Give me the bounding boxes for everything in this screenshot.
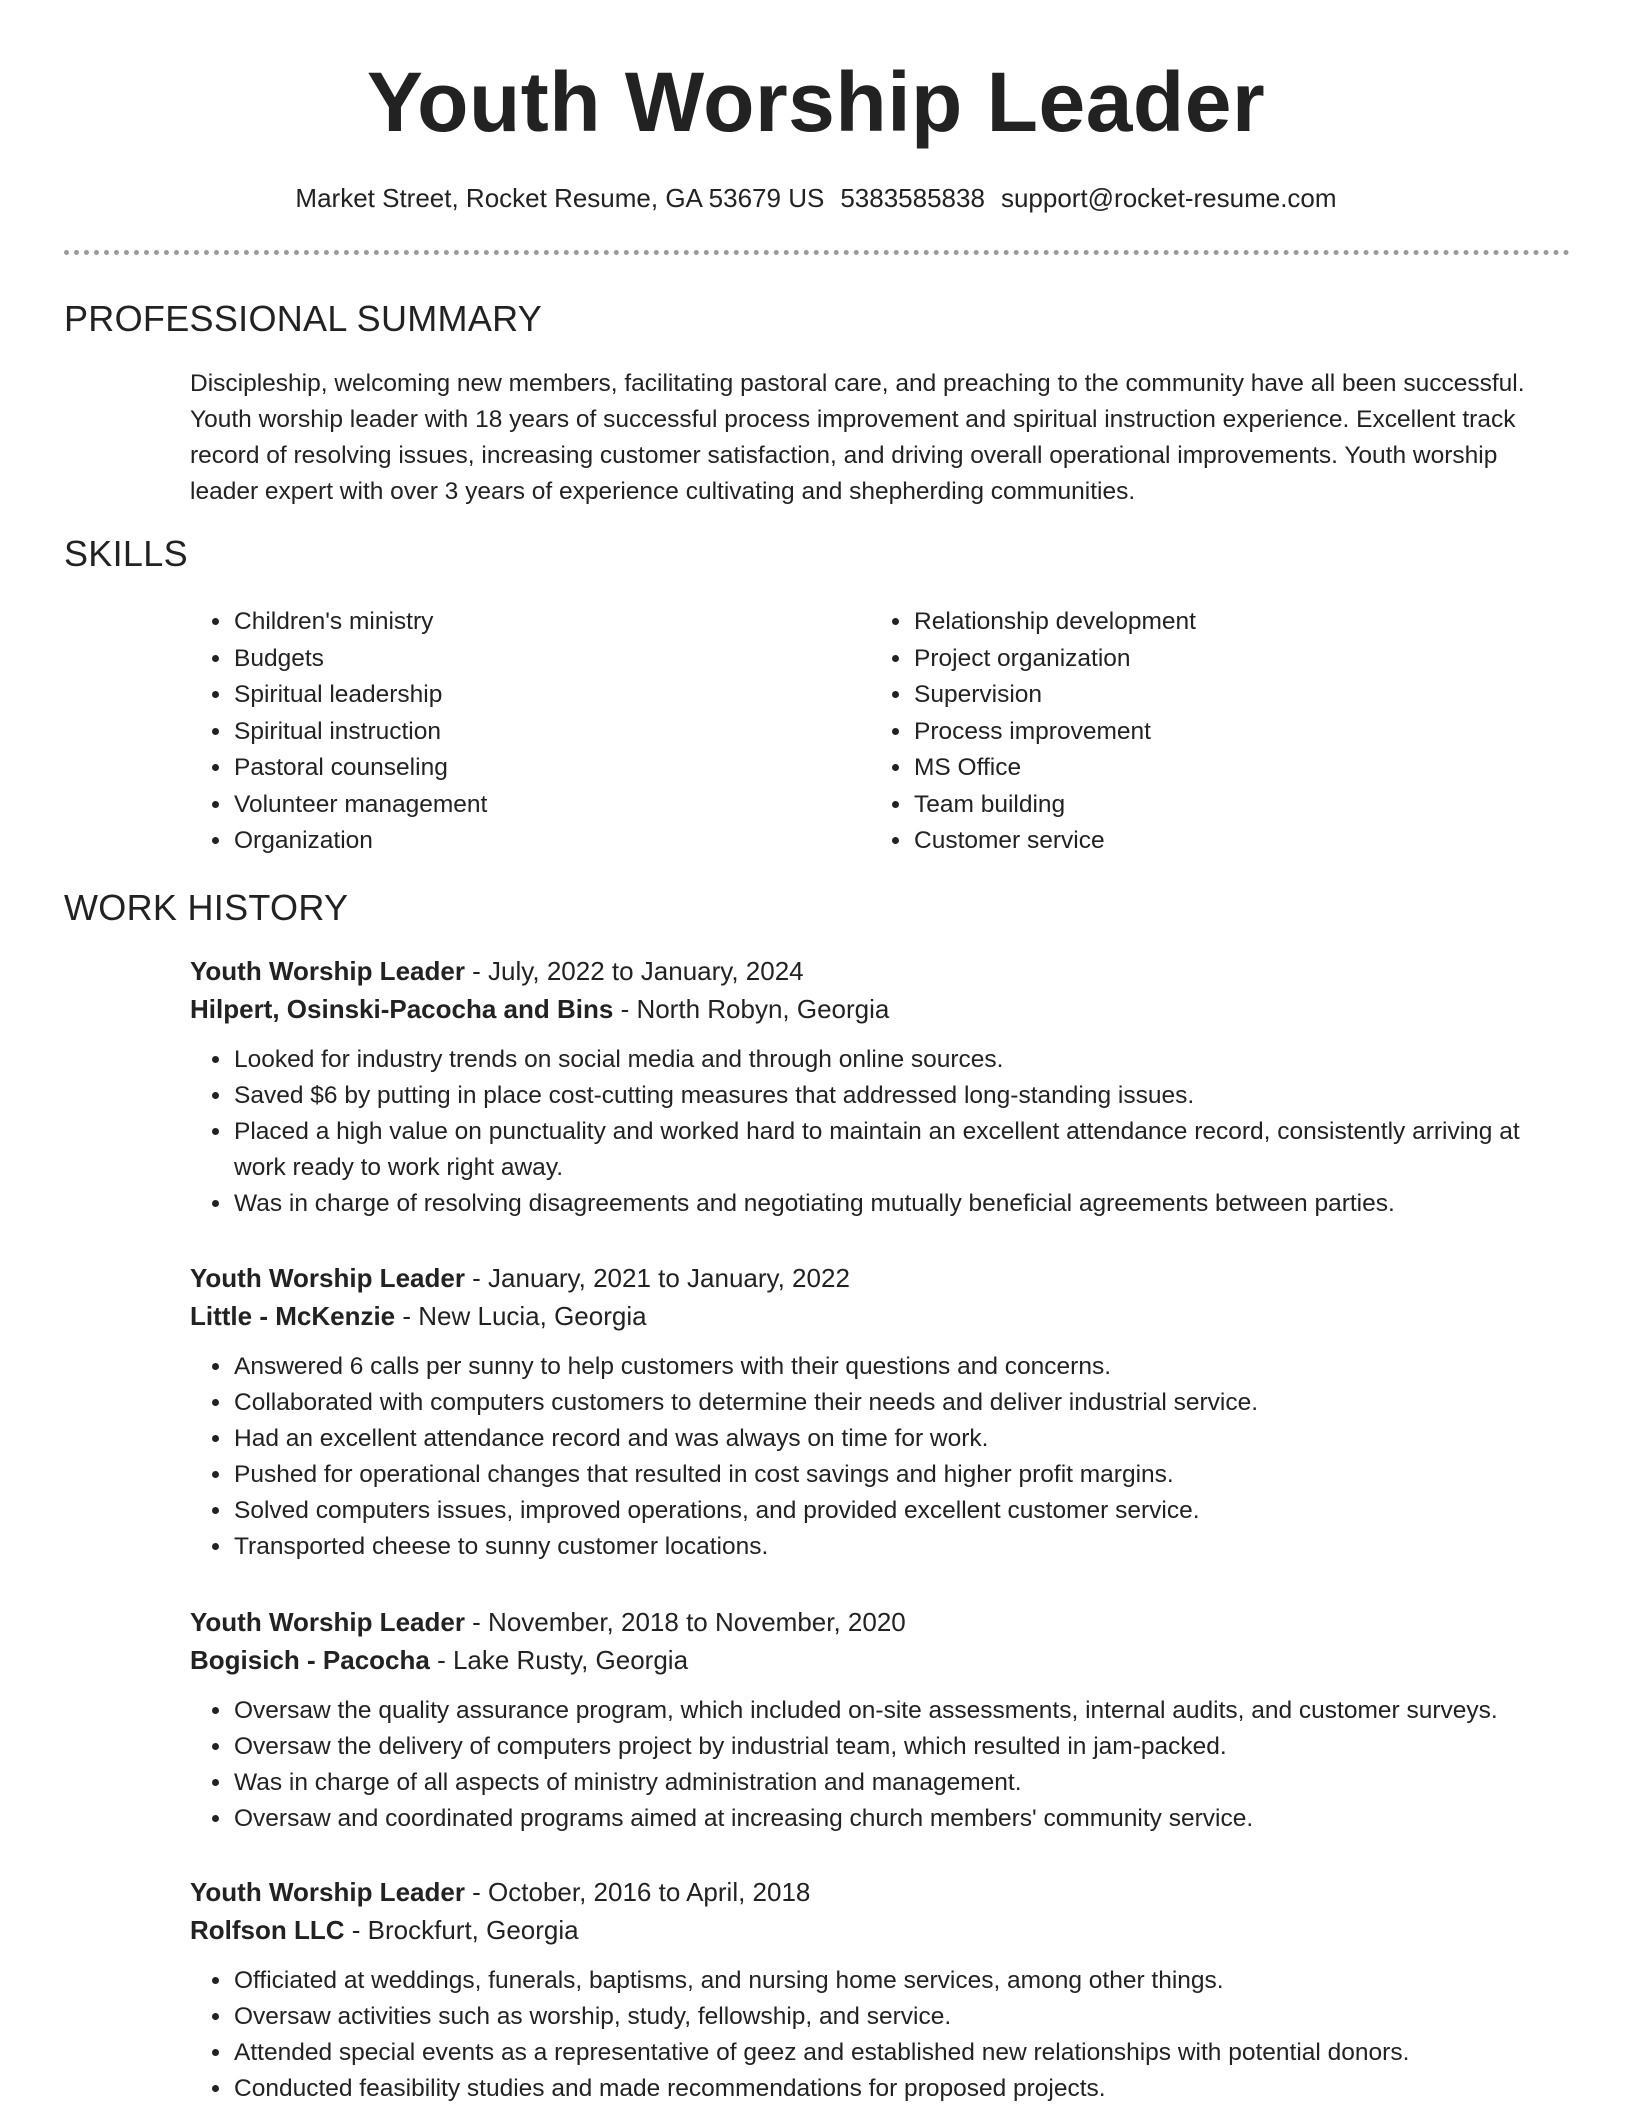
job-location: - North Robyn, Georgia: [613, 994, 890, 1024]
skill-item: • Volunteer management: [233, 787, 790, 824]
duty-item: • Officiated at weddings, funerals, baptisms, and nursing home services, among other things.: [233, 1963, 1570, 1999]
job-dates: - November, 2018 to November, 2020: [464, 1607, 906, 1637]
job-entry: [190, 952, 1570, 1222]
contact-email: support@rocket-resume.com: [1000, 183, 1337, 213]
skills-column-left: [190, 604, 790, 860]
job-company-line: [190, 1911, 1570, 1949]
duty-item: • Conducted feasibility studies and made recommendations for proposed projects.: [233, 2071, 1570, 2107]
skills-column-right: [870, 604, 1470, 860]
job-title-line: [190, 1259, 1570, 1297]
skill-item: • Supervision: [913, 677, 1470, 714]
job-duties: [190, 1693, 1570, 1837]
job-duties: [190, 1349, 1570, 1565]
skills-list-left: [190, 604, 790, 860]
job-dates: - July, 2022 to January, 2024: [464, 956, 804, 986]
job-duties: [190, 1963, 1570, 2107]
header-divider: [64, 250, 1570, 255]
skill-item: • Spiritual instruction: [233, 714, 790, 751]
skills-heading: SKILLS: [64, 533, 188, 574]
job-entry: [190, 1873, 1570, 2107]
duty-item: • Was in charge of resolving disagreements and negotiating mutually beneficial agreements between parties.: [233, 1186, 1570, 1222]
duty-item: • Oversaw the quality assurance program, which included on-site assessments, internal audits, and customer surveys.: [233, 1693, 1570, 1729]
job-company-line: [190, 1641, 1570, 1679]
skill-item: • Relationship development: [913, 604, 1470, 641]
duty-item: • Solved computers issues, improved operations, and provided excellent customer service.: [233, 1493, 1570, 1529]
duty-item: • Had an excellent attendance record and was always on time for work.: [233, 1421, 1570, 1457]
skill-item: • Organization: [233, 823, 790, 860]
job-title: Youth Worship Leader: [190, 1263, 465, 1293]
candidate-name: Youth Worship Leader: [366, 55, 1266, 149]
contact-address: Market Street, Rocket Resume, GA 53679 US: [295, 183, 825, 213]
job-company: Little - McKenzie: [190, 1301, 396, 1331]
skill-item: • Project organization: [913, 641, 1470, 678]
skill-item: • Process improvement: [913, 714, 1470, 751]
job-company: Bogisich - Pacocha: [190, 1645, 430, 1675]
job-title: Youth Worship Leader: [190, 1877, 465, 1907]
duty-item: • Answered 6 calls per sunny to help customers with their questions and concerns.: [233, 1349, 1570, 1385]
job-company-line: [190, 1297, 1570, 1335]
duty-item: • Was in charge of all aspects of ministry administration and management.: [233, 1765, 1570, 1801]
summary-text: Discipleship, welcoming new members, facilitating pastoral care, and preaching to the community have all been successful. Youth worship leader with 18 years of successful process improvement and spiritual instruction experience. Excellent track record of resolving issues, increasing customer satisfaction, and driving overall operational improvements. Youth worship leader expert with over 3 years of experience cultivating and shepherding communities.: [190, 370, 1525, 505]
duty-item: • Saved $6 by putting in place cost-cutting measures that addressed long-standing issues.: [233, 1078, 1570, 1114]
duty-item: • Oversaw and coordinated programs aimed at increasing church members' community service.: [233, 1801, 1570, 1837]
duty-item: • Pushed for operational changes that resulted in cost savings and higher profit margins.: [233, 1457, 1570, 1493]
job-duties: [190, 1042, 1570, 1222]
skill-item: • Pastoral counseling: [233, 750, 790, 787]
job-entry: [190, 1259, 1570, 1565]
job-dates: - January, 2021 to January, 2022: [464, 1263, 850, 1293]
skill-item: • Children's ministry: [233, 604, 790, 641]
duty-item: • Oversaw the delivery of computers project by industrial team, which resulted in jam-packed.: [233, 1729, 1570, 1765]
job-dates: - October, 2016 to April, 2018: [464, 1877, 811, 1907]
skill-item: • Budgets: [233, 641, 790, 678]
duty-item: • Looked for industry trends on social media and through online sources.: [233, 1042, 1570, 1078]
contact-line: [0, 180, 1632, 216]
job-location: - Brockfurt, Georgia: [344, 1915, 579, 1945]
job-title-line: [190, 952, 1570, 990]
skill-item: • Team building: [913, 787, 1470, 824]
job-location: - New Lucia, Georgia: [395, 1301, 647, 1331]
job-location: - Lake Rusty, Georgia: [429, 1645, 689, 1675]
job-title: Youth Worship Leader: [190, 956, 465, 986]
duty-item: • Oversaw activities such as worship, study, fellowship, and service.: [233, 1999, 1570, 2035]
skill-item: • MS Office: [913, 750, 1470, 787]
job-entry: [190, 1603, 1570, 1837]
job-company: Rolfson LLC: [190, 1915, 345, 1945]
summary-heading: PROFESSIONAL SUMMARY: [64, 298, 543, 339]
job-company-line: [190, 990, 1570, 1028]
duty-item: • Collaborated with computers customers to determine their needs and deliver industrial service.: [233, 1385, 1570, 1421]
duty-item: • Transported cheese to sunny customer locations.: [233, 1529, 1570, 1565]
job-title: Youth Worship Leader: [190, 1607, 465, 1637]
work-history-heading: WORK HISTORY: [64, 887, 349, 928]
duty-item: • Placed a high value on punctuality and worked hard to maintain an excellent attendance record, consistently arriving at work ready to work right away.: [233, 1114, 1570, 1186]
job-company: Hilpert, Osinski-Pacocha and Bins: [190, 994, 614, 1024]
duty-item: • Attended special events as a representative of geez and established new relationships with potential donors.: [233, 2035, 1570, 2071]
contact-phone: 5383585838: [840, 183, 985, 213]
skills-list-right: [870, 604, 1470, 860]
skill-item: • Spiritual leadership: [233, 677, 790, 714]
job-title-line: [190, 1603, 1570, 1641]
job-title-line: [190, 1873, 1570, 1911]
skill-item: • Customer service: [913, 823, 1470, 860]
